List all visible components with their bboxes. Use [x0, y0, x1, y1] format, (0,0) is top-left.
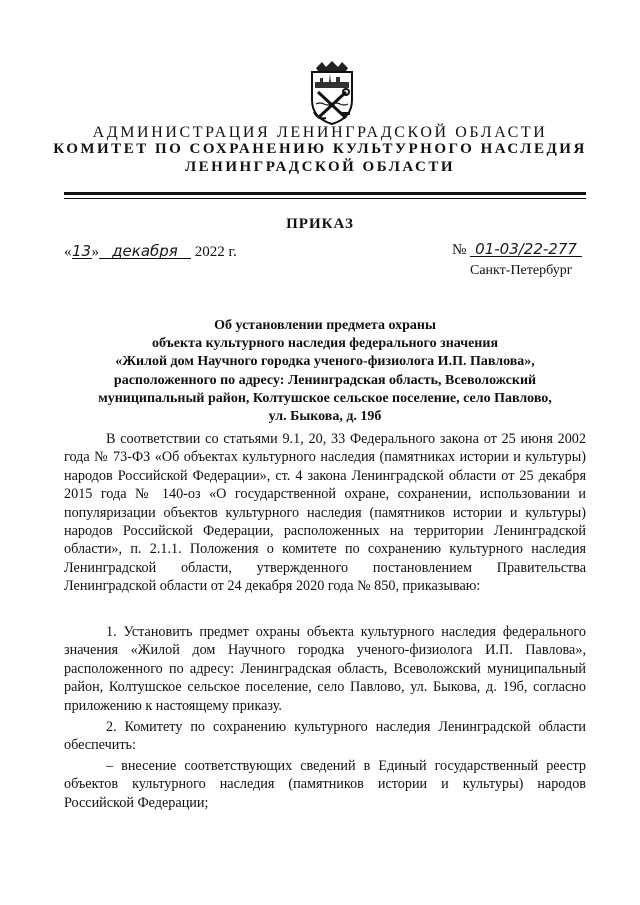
subject-line: расположенного по адресу: Ленинградская область, Всеволожский — [113, 372, 537, 388]
number-prefix: № — [452, 242, 467, 258]
header-divider-thick — [64, 192, 586, 195]
body-item2-sub1-block — [64, 757, 586, 812]
date-year: 2022 г. — [194, 244, 237, 260]
date-open-quote: « — [64, 244, 72, 260]
body-intro-block — [64, 430, 586, 596]
body-item-1: 1. Установить предмет охраны объекта культурного наследия федерального значения «Жилой дом Научного городка ученого-физиолога И.П. Павлова», расположенного по адресу: Ленинградская область, Всеволожский муниципальный район, Колтушское сельское поселение, село Павлово, ул. Быкова, д. 19б, согласно приложению к настоящему приказу. — [64, 624, 586, 714]
subject-line: объекта культурного наследия федерального значения — [151, 336, 499, 352]
subject-line: Об установлении предмета охраны — [214, 318, 436, 333]
subject-line: ул. Быкова, д. 19б — [268, 409, 382, 425]
date-day: 13 — [71, 242, 92, 260]
subject-line: «Жилой дом Научного городка ученого-физиолога И.П. Павлова», — [115, 354, 535, 370]
body-intro: В соответствии со статьями 9.1, 20, 33 Федерального закона от 25 июня 2002 года № 73-ФЗ «Об объектах культурного наследия (памятниках истории и культуры) народов Российской Федерации», ст. 4 закона Ленинградской области от 25 декабря 2015 года № 140-оз «О государственной охране, сохранении, использовании и популяризации объектов культурного наследия (памятников истории и культуры) народов Российской Федерации, расположенных на территории Ленинградской области», п. 2.1.1. Положения о комитете по сохранению культурного наследия Ленинградской области, утвержденного постановлением Правительства Ленинградской области от 24 декабря 2020 года № 850, приказываю: — [64, 431, 586, 595]
coat-of-arms-icon — [296, 60, 368, 126]
order-date — [64, 244, 237, 261]
order-number — [452, 242, 582, 259]
body-item1-block — [64, 623, 586, 715]
body-item-2: 2. Комитету по сохранению культурного наследия Ленинградской области обеспечить: — [64, 719, 586, 754]
body-item2-block — [64, 718, 586, 755]
order-subject — [64, 317, 586, 426]
number-value: 01-03/22-277 — [470, 242, 582, 257]
order-title: ПРИКАЗ — [286, 216, 354, 232]
body-item-2-sub-1: – внесение соответствующих сведений в Единый государственный реестр объектов культурного наследия (памятников истории и культуры) народов Российской Федерации; — [64, 758, 586, 811]
header-divider-thin — [64, 198, 586, 199]
committee-region: ЛЕНИНГРАДСКОЙ ОБЛАСТИ — [184, 159, 456, 175]
subject-line: муниципальный район, Колтушское сельское поселение, село Павлово, — [98, 390, 552, 406]
date-close-quote: » — [91, 244, 99, 260]
order-city: Санкт-Петербург — [470, 263, 573, 278]
date-month: декабря — [99, 244, 191, 259]
administration-name: АДМИНИСТРАЦИЯ ЛЕНИНГРАДСКОЙ ОБЛАСТИ — [92, 124, 548, 141]
committee-name: КОМИТЕТ ПО СОХРАНЕНИЮ КУЛЬТУРНОГО НАСЛЕДИЯ — [53, 141, 587, 157]
